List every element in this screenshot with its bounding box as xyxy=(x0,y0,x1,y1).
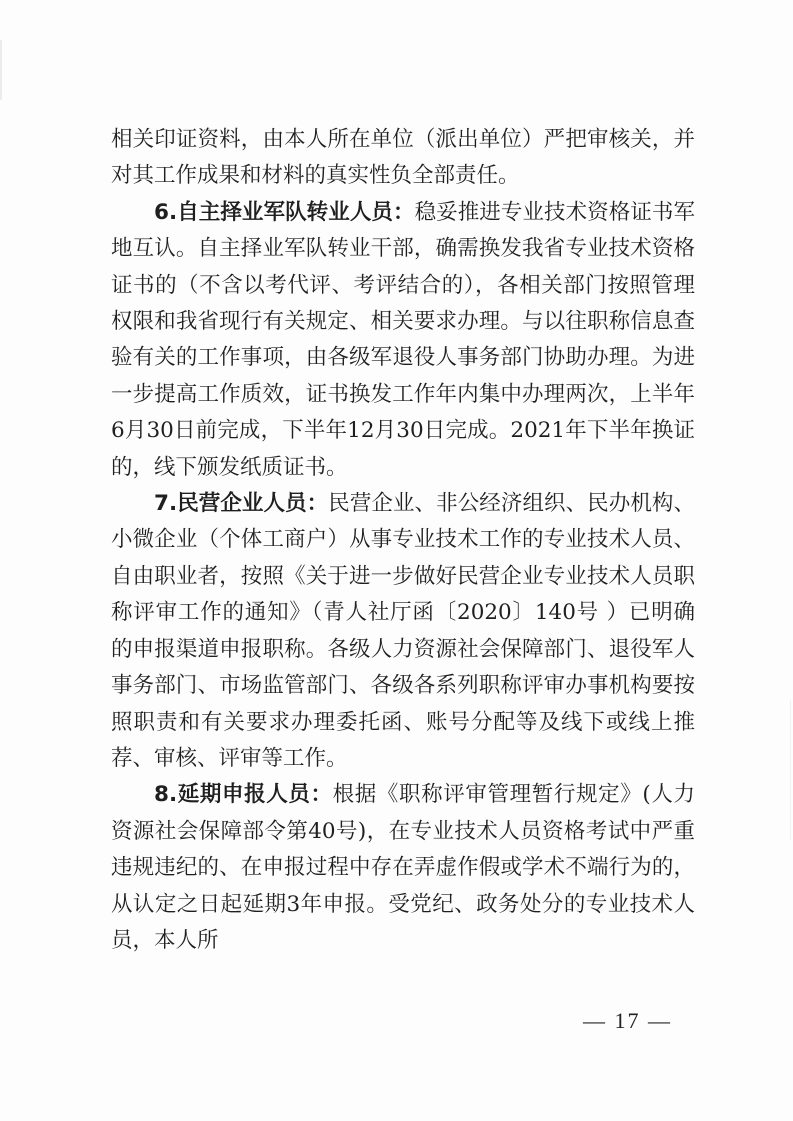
paragraph-text: 根据《职称评审管理暂行规定》(人力资源社会保障部令第40号)，在专业技术人员资格考试中严重违规违纪的、在申报过程中存在弄虚作假或学术不端行为的，从认定之日起延期3年申报。受党纪、政务处分的专业技术人员，本人所 xyxy=(111,782,695,953)
paragraph-item-7 xyxy=(111,486,695,777)
paragraph-heading: 8.延期申报人员： xyxy=(154,782,333,808)
paragraph-text: 民营企业、非公经济组织、民办机构、小微企业（个体工商户）从事专业技术工作的专业技术人员、自由职业者，按照《关于进一步做好民营企业专业技术人员职称评审工作的通知》（青人社厅函〔2020〕140号 ）已明确的申报渠道申报职称。各级人力资源社会保障部门、退役军人事务部门、市场监管部门、各级各系列职称评审办事机构要按照职责和有关要求办理委托函、账号分配等及线下或线上推荐、审核、评审等工作。 xyxy=(111,491,695,771)
paragraph-item-8 xyxy=(111,777,695,959)
page-number: — 17 — xyxy=(583,1008,672,1033)
body-text xyxy=(111,122,695,959)
paragraph-item-6 xyxy=(111,195,695,486)
paragraph-text: 相关印证资料，由本人所在单位（派出单位）严把审核关，并对其工作成果和材料的真实性负全部责任。 xyxy=(111,127,695,189)
paragraph-text: 稳妥推进专业技术资格证书军地互认。自主择业军队转业干部，确需换发我省专业技术资格证书的（不含以考代评、考评结合的），各相关部门按照管理权限和我省现行有关规定、相关要求办理。与以往职称信息查验有关的工作事项，由各级军退役人事务部门协助办理。为进一步提高工作质效，证书换发工作年内集中办理两次，上半年6月30日前完成，下半年12月30日完成。2021年下半年换证的，线下颁发纸质证书。 xyxy=(111,199,695,480)
paragraph-continuation xyxy=(111,122,695,195)
paragraph-heading: 6.自主择业军队转业人员： xyxy=(154,199,415,225)
scan-edge-mark-right xyxy=(790,700,791,840)
scan-edge-mark xyxy=(0,40,2,100)
paragraph-heading: 7.民营企业人员： xyxy=(154,491,329,517)
